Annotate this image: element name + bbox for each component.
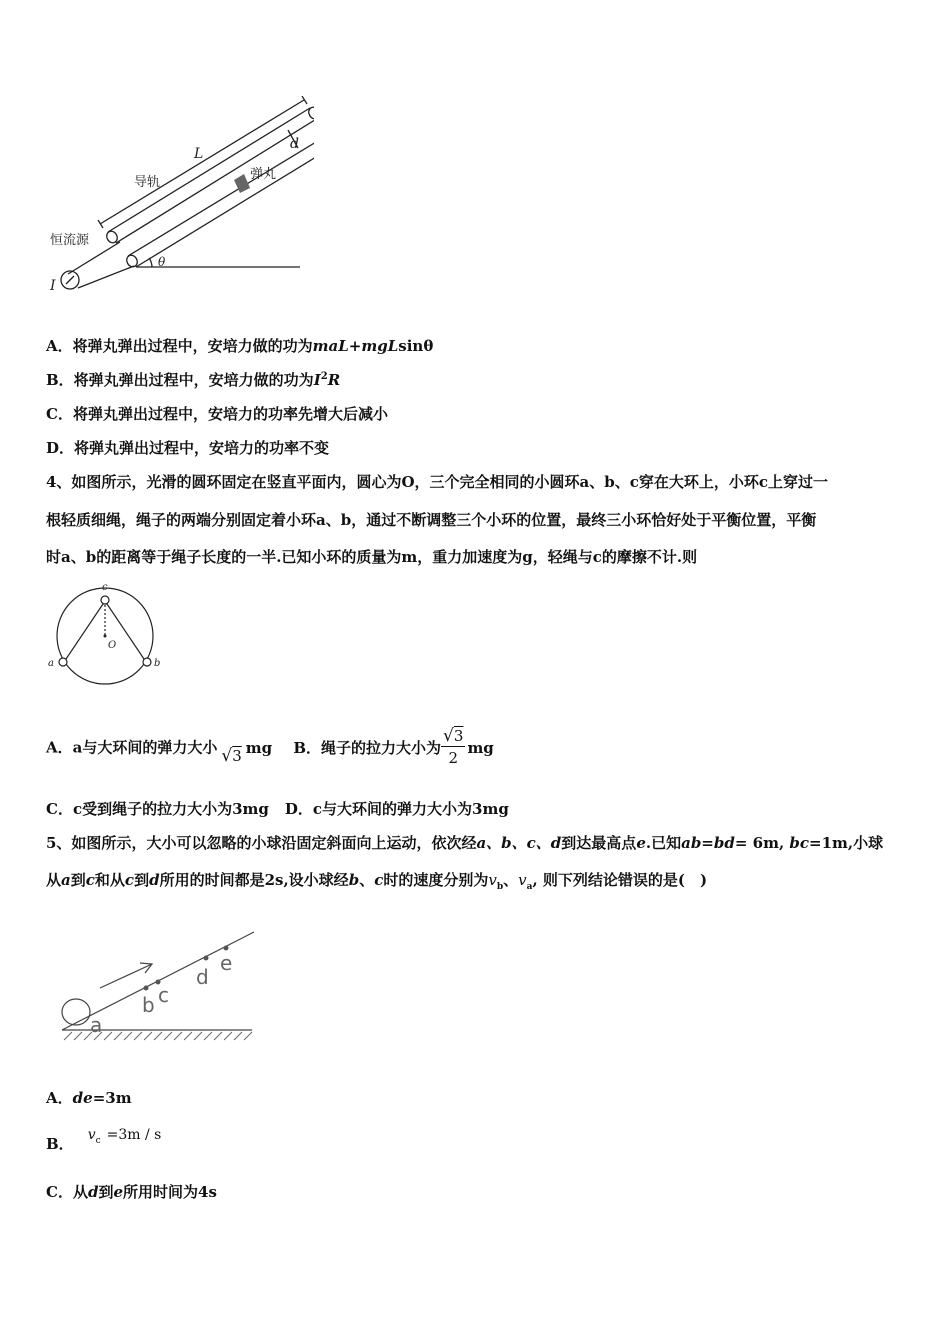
q5-option-a-label: A．: [46, 1089, 73, 1107]
ring-label-a: a: [48, 658, 54, 669]
q4-option-b-fraction: $\frac{√3}{2}$: [443, 726, 464, 767]
label-I: I: [50, 278, 56, 294]
q5-stem-var-c: c: [85, 871, 95, 889]
q5-stem-2g: 时的速度分别为: [383, 871, 489, 889]
q5-option-c: [46, 1182, 217, 1202]
q5-stem-2c: 和从: [94, 871, 125, 889]
label-rail: 导轨: [134, 175, 161, 190]
label-theta: θ: [158, 255, 166, 269]
q5-option-c-a: C．从: [46, 1183, 88, 1201]
q5-option-c-d: d: [87, 1183, 99, 1201]
q4-option-a-text: A．a与大环间的弹力大小: [46, 738, 218, 757]
q3-option-b-resistance: R: [327, 371, 341, 389]
q5-stem-points: a、b、c、d: [476, 834, 562, 852]
q3-option-b: [46, 370, 340, 390]
ring-label-c: c: [102, 582, 108, 593]
incline-label-b: b: [142, 993, 155, 1017]
incline-label-d: d: [196, 965, 209, 989]
rail-gun-figure: [44, 96, 314, 302]
q5-stem-2e: 所用的时间都是2s,设小球经: [159, 871, 349, 889]
incline-label-a: a: [90, 1013, 103, 1037]
q4-option-c: C．c受到绳子的拉力大小为3mg: [46, 800, 269, 818]
q5-option-b-sub: c: [95, 1135, 101, 1146]
q4-stem-line-2: 根轻质细绳，绳子的两端分别固定着小环a、b，通过不断调整三个小环的位置，最终三小环恰好处于平衡位置，平衡: [46, 511, 817, 529]
q5-stem-2a: 从: [46, 871, 62, 889]
q4-option-b-text: B．绳子的拉力大小为: [293, 738, 442, 757]
q3-option-d: D．将弹丸弹出过程中，安培力的功率不变: [46, 439, 330, 457]
q5-stem-2f: 、: [359, 871, 375, 889]
q5-stem-var-b: b: [348, 871, 360, 889]
q5-option-b-math: [87, 1127, 162, 1146]
q3-option-a-tail: sinθ: [398, 337, 434, 355]
q4-options-cd: [46, 799, 509, 819]
q5-stem-1a: 5、如图所示，大小可以忽略的小球沿固定斜面向上运动，依次经: [46, 834, 477, 852]
q5-option-b-v: v: [87, 1127, 96, 1143]
q4-option-d: D．c与大环间的弹力大小为3mg: [284, 800, 509, 818]
q4-option-b-radicand: 3: [453, 727, 464, 745]
q4-options-ab: [46, 728, 494, 776]
q5-option-b: [46, 1124, 161, 1154]
q5-stem-2h: 、: [503, 871, 519, 889]
q4-option-b-denominator: 2: [448, 749, 459, 767]
q5-stem-point-e: e: [636, 834, 646, 852]
q3-option-b-text: B．将弹丸弹出过程中，安培力做的功为: [46, 371, 314, 389]
q4-option-b-unit: mg: [467, 738, 494, 757]
q5-stem-var-c2: c: [124, 871, 135, 889]
q5-stem-2b: 到: [70, 871, 86, 889]
q5-stem-vb-sub: b: [496, 882, 504, 892]
q5-stem-ab-bd: ab=bd=: [681, 834, 748, 852]
q5-option-a-tail: =3m: [92, 1089, 132, 1107]
q4-stem-line-1: 4、如图所示，光滑的圆环固定在竖直平面内，圆心为O，三个完全相同的小圆环a、b、c穿在大环上，小环c上穿过一: [46, 473, 828, 491]
q5-stem-va: v: [518, 871, 527, 889]
ring-label-O: O: [108, 640, 117, 651]
q5-stem-1b: 到达最高点: [561, 834, 637, 852]
q5-stem-bc: bc: [784, 834, 810, 852]
label-projectile: 弹丸: [250, 167, 277, 182]
ring-label-b: b: [154, 658, 161, 669]
q5-stem-var-a: a: [61, 871, 71, 889]
q5-stem-var-d: d: [149, 871, 160, 889]
q5-option-c-e: e: [113, 1183, 124, 1201]
q5-option-a-math: de: [72, 1089, 93, 1107]
incline-figure: [56, 922, 260, 1048]
q4-stem-line-3: 时a、b的距离等于绳子长度的一半.已知小环的质量为m，重力加速度为g，轻绳与c的摩擦不计.则: [46, 548, 698, 566]
q5-stem-vb: v: [488, 871, 497, 889]
q5-stem-1c: .已知: [645, 834, 682, 852]
q5-stem-2i: , 则下列结论错误的是( ): [532, 871, 708, 889]
label-L: L: [194, 146, 204, 162]
q5-stem-var-c3: c: [374, 871, 384, 889]
q3-option-a-math: maL+mgL: [312, 337, 399, 355]
label-d: d: [290, 136, 299, 152]
q4-option-a-sqrt: √3: [221, 745, 242, 766]
q3-option-b-current: I: [313, 371, 321, 389]
q5-option-a: [46, 1088, 132, 1108]
q5-stem-line-2: [46, 870, 707, 890]
q4-option-a-unit: mg: [245, 738, 273, 757]
q5-option-b-label: B．: [46, 1135, 74, 1153]
q5-option-b-value: =3m / s: [106, 1127, 162, 1143]
q5-stem-1m: =1m,小球: [809, 834, 884, 852]
q4-option-a-radicand: 3: [232, 746, 242, 765]
q3-option-b-exponent: 2: [320, 371, 328, 382]
q5-stem-va-sub: a: [526, 882, 533, 892]
q3-option-a: [46, 336, 433, 356]
q3-option-c: C．将弹丸弹出过程中，安培力的功率先增大后减小: [46, 405, 388, 423]
incline-label-e: e: [220, 951, 233, 975]
q5-stem-line-1: [46, 833, 883, 853]
q5-option-c-c: 所用时间为4s: [123, 1183, 217, 1201]
q3-option-a-text: A．将弹丸弹出过程中，安培力做的功为: [46, 337, 313, 355]
q5-stem-6m: 6m,: [747, 834, 785, 852]
q5-option-c-b: 到: [98, 1183, 114, 1201]
q5-stem-2d: 到: [134, 871, 150, 889]
ring-figure: [44, 580, 174, 694]
label-source: 恒流源: [50, 233, 90, 248]
incline-label-c: c: [158, 983, 169, 1007]
